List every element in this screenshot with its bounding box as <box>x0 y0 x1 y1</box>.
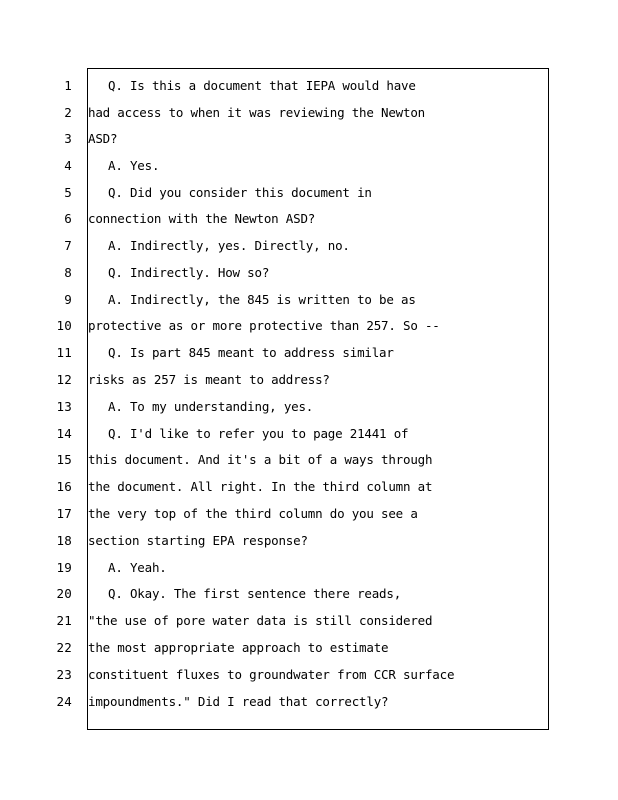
line-number-1: 1 <box>64 78 72 93</box>
transcript-line-23: constituent fluxes to groundwater from CCR surface <box>88 667 455 682</box>
line-number-11: 11 <box>56 345 72 360</box>
line-number-19: 19 <box>56 560 72 575</box>
line-number-18: 18 <box>56 533 72 548</box>
transcript-line-8: Q. Indirectly. How so? <box>108 265 270 280</box>
transcript-line-6: connection with the Newton ASD? <box>88 211 316 226</box>
line-number-23: 23 <box>56 667 72 682</box>
line-number-15: 15 <box>56 452 72 467</box>
transcript-line-2: had access to when it was reviewing the Newton <box>88 105 425 120</box>
transcript-line-9: A. Indirectly, the 845 is written to be as <box>108 292 416 307</box>
line-number-20: 20 <box>56 586 72 601</box>
transcript-line-5: Q. Did you consider this document in <box>108 185 372 200</box>
transcript-line-16: the document. All right. In the third column at <box>88 479 433 494</box>
transcript-line-17: the very top of the third column do you see a <box>88 506 418 521</box>
line-number-3: 3 <box>64 131 72 146</box>
line-number-12: 12 <box>56 372 72 387</box>
transcript-line-12: risks as 257 is meant to address? <box>88 372 330 387</box>
line-number-2: 2 <box>64 105 72 120</box>
line-number-4: 4 <box>64 158 72 173</box>
transcript-line-22: the most appropriate approach to estimate <box>88 640 389 655</box>
transcript-line-13: A. To my understanding, yes. <box>108 399 314 414</box>
line-number-7: 7 <box>64 238 72 253</box>
line-number-5: 5 <box>64 185 72 200</box>
line-number-6: 6 <box>64 211 72 226</box>
line-number-9: 9 <box>64 292 72 307</box>
line-number-21: 21 <box>56 613 72 628</box>
line-number-22: 22 <box>56 640 72 655</box>
line-number-14: 14 <box>56 426 72 441</box>
line-number-10: 10 <box>56 318 72 333</box>
line-number-13: 13 <box>56 399 72 414</box>
line-number-24: 24 <box>56 694 72 709</box>
transcript-line-19: A. Yeah. <box>108 560 167 575</box>
transcript-line-21: "the use of pore water data is still considered <box>88 613 433 628</box>
transcript-line-7: A. Indirectly, yes. Directly, no. <box>108 238 350 253</box>
transcript-line-1: Q. Is this a document that IEPA would have <box>108 78 416 93</box>
line-number-17: 17 <box>56 506 72 521</box>
transcript-line-11: Q. Is part 845 meant to address similar <box>108 345 394 360</box>
transcript-line-10: protective as or more protective than 257. So -- <box>88 318 440 333</box>
line-number-16: 16 <box>56 479 72 494</box>
transcript-line-24: impoundments." Did I read that correctly? <box>88 694 389 709</box>
transcript-line-3: ASD? <box>88 131 118 146</box>
transcript-line-14: Q. I'd like to refer you to page 21441 of <box>108 426 409 441</box>
transcript-line-18: section starting EPA response? <box>88 533 308 548</box>
line-number-8: 8 <box>64 265 72 280</box>
transcript-line-20: Q. Okay. The first sentence there reads, <box>108 586 402 601</box>
transcript-line-15: this document. And it's a bit of a ways through <box>88 452 433 467</box>
transcript-line-4: A. Yes. <box>108 158 160 173</box>
